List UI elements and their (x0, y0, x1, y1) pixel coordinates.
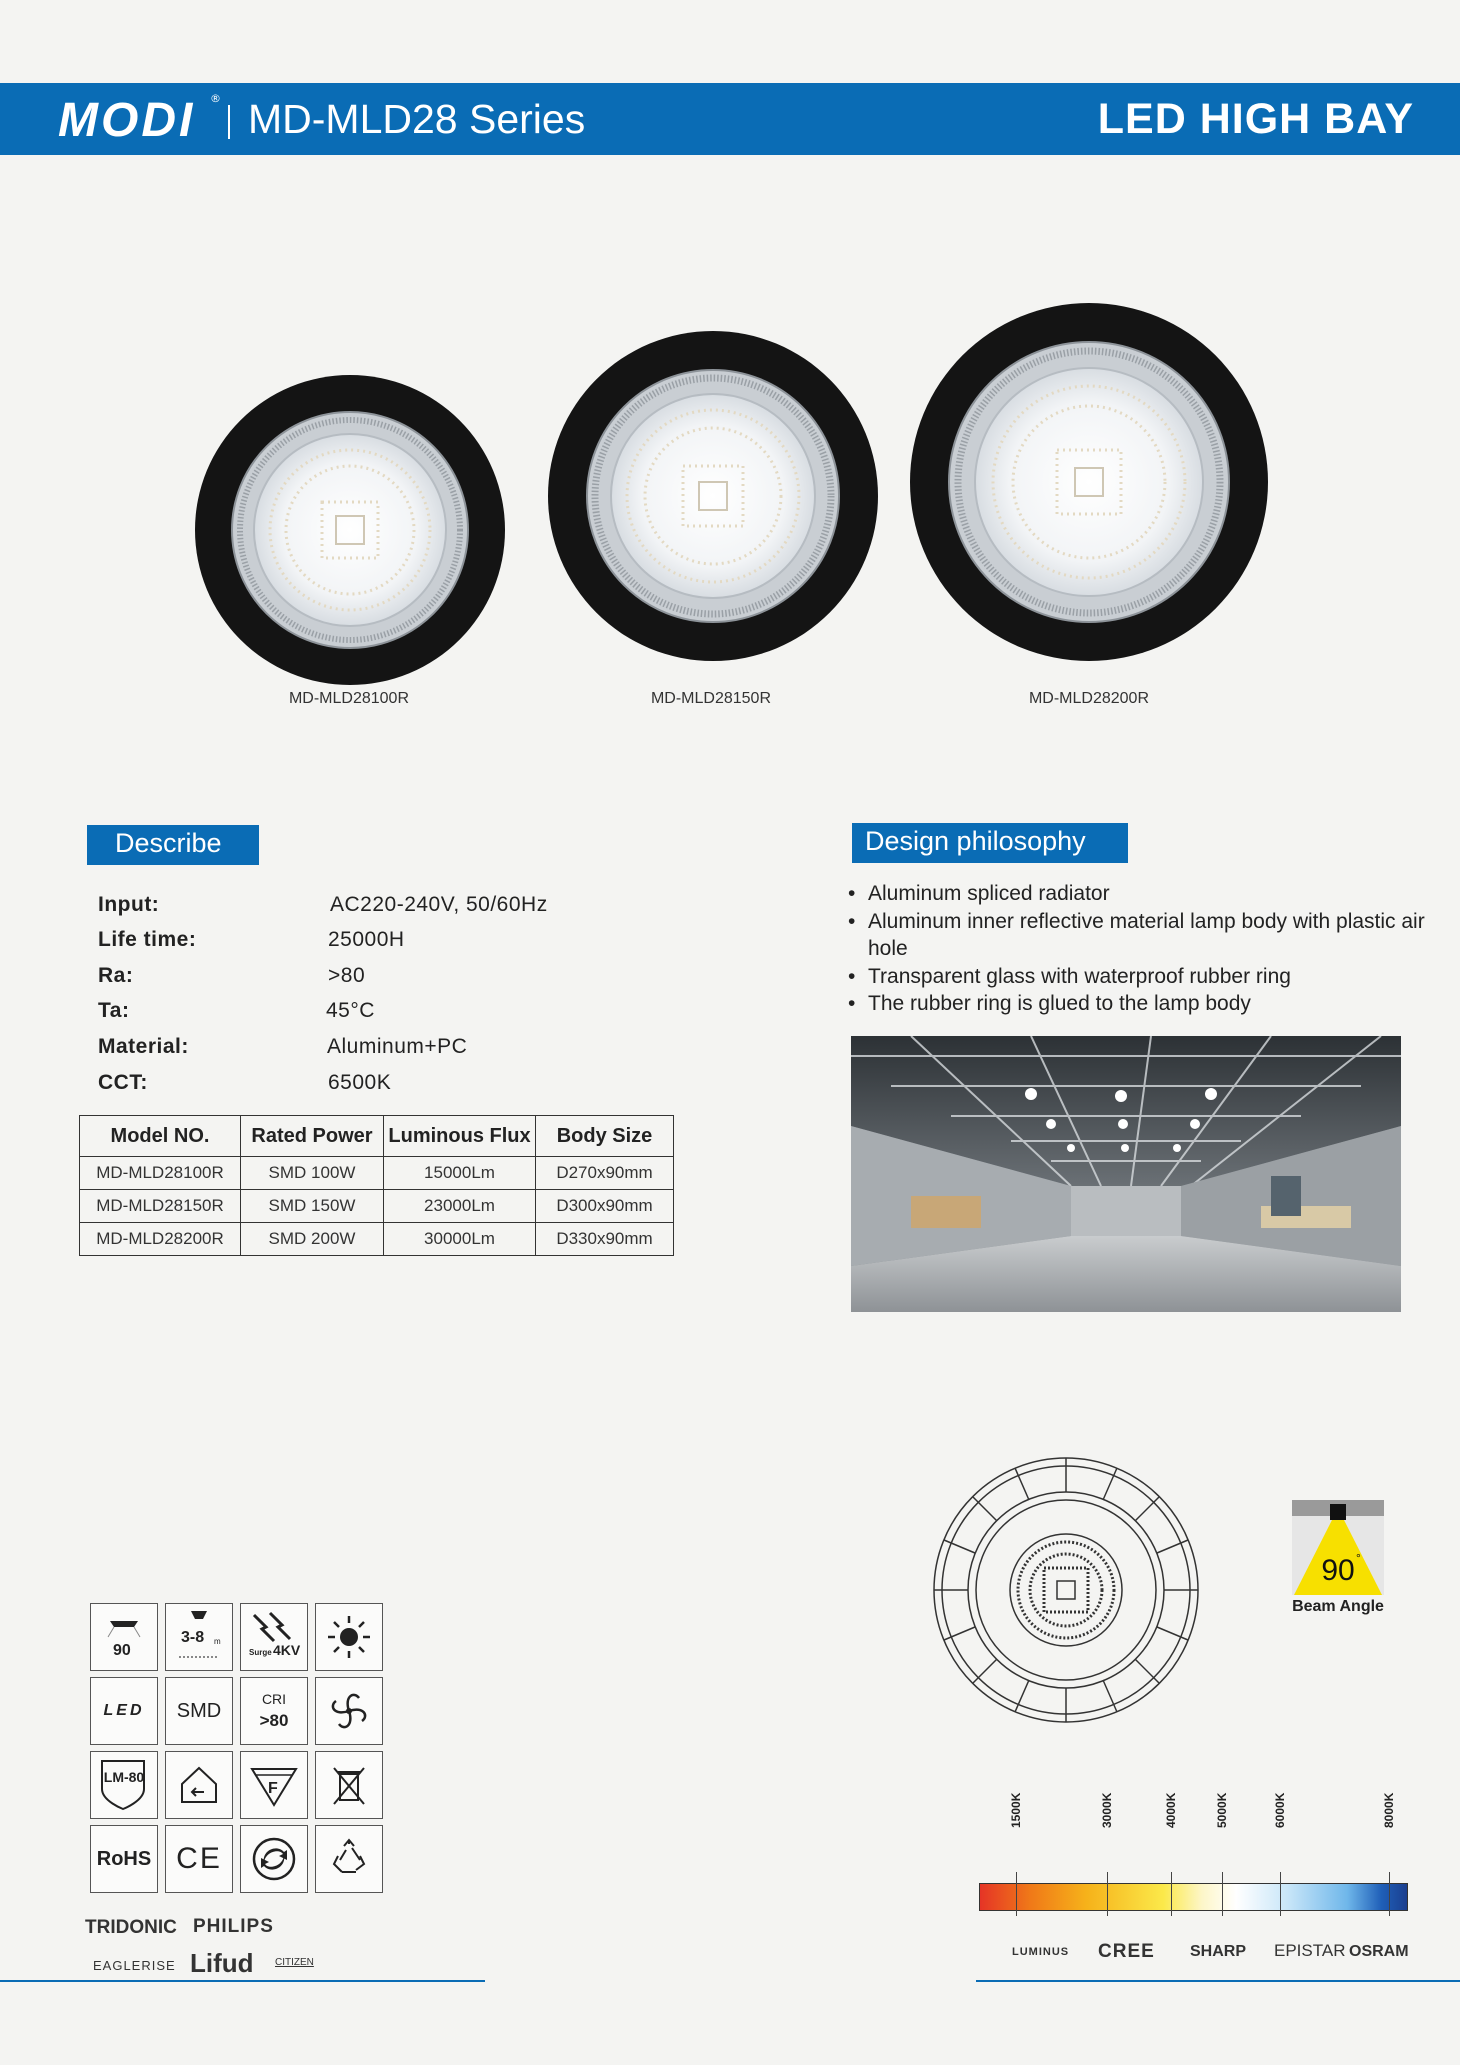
spec-label: Input: (98, 893, 160, 916)
list-item: • Transparent glass with waterproof rubber ring (848, 963, 1428, 991)
spec-value: AC220-240V, 50/60Hz (330, 893, 548, 916)
spec-label: Life time: (98, 928, 197, 951)
mounting-height-icon (165, 1603, 233, 1671)
table-cell: SMD 200W (241, 1223, 384, 1256)
cri-icon (240, 1677, 308, 1745)
cct-tick-label: 3000K (1100, 1792, 1114, 1828)
spec-row (98, 928, 658, 962)
brand-logo-tridonic: TRIDONIC (85, 1917, 177, 1938)
smd-label: SMD (176, 1699, 222, 1722)
rohs-label: RoHS (96, 1847, 152, 1870)
rohs-icon (90, 1825, 158, 1893)
cct-tick-mark (1016, 1872, 1017, 1916)
spec-row (98, 893, 658, 927)
list-item: • Aluminum spliced radiator (848, 880, 1428, 908)
column-header: Rated Power (241, 1116, 384, 1157)
lamp-image-100w (194, 374, 506, 686)
header-divider (228, 105, 230, 139)
spec-value: 25000H (328, 928, 405, 951)
brand-logo-cree: CREE (1098, 1941, 1155, 1962)
surge-value: 4KV (273, 1642, 301, 1658)
table-cell: D300x90mm (536, 1190, 674, 1223)
led-label: LED (103, 1702, 145, 1719)
energy-cycle-icon (240, 1825, 308, 1893)
beam-angle-icon (90, 1603, 158, 1671)
indoor-use-icon (165, 1751, 233, 1819)
table-row (80, 1223, 674, 1256)
recycle-icon (315, 1825, 383, 1893)
spec-label: CCT: (98, 1071, 148, 1094)
beam-angle-badge (1292, 1500, 1384, 1595)
cct-color-bar (979, 1883, 1408, 1911)
lm80-label: LM-80 (103, 1769, 145, 1785)
weee-bin-icon (315, 1751, 383, 1819)
column-header: Model NO. (80, 1116, 241, 1157)
f-mark-icon (240, 1751, 308, 1819)
column-header: Body Size (536, 1116, 674, 1157)
cct-tick-mark (1171, 1872, 1172, 1916)
cct-tick-label: 5000K (1215, 1792, 1229, 1828)
brand-logo: MODI (58, 94, 196, 147)
spec-value: 6500K (328, 1071, 392, 1094)
mounting-height-unit: m (214, 1637, 221, 1646)
warehouse-photo (851, 1036, 1401, 1312)
table-row (80, 1190, 674, 1223)
table-cell: 30000Lm (384, 1223, 536, 1256)
brand-logo-luminus: LUMINUS (1012, 1946, 1070, 1958)
lamp-image-200w (909, 302, 1269, 662)
spec-value: 45°C (326, 999, 375, 1022)
cct-tick-mark (1389, 1872, 1390, 1916)
spec-row (98, 999, 658, 1033)
spec-row (98, 964, 658, 998)
series-title: MD-MLD28 Series (248, 96, 586, 142)
ce-icon (165, 1825, 233, 1893)
lamp-caption: MD-MLD28200R (1028, 690, 1150, 707)
fan-icon (315, 1677, 383, 1745)
table-row (80, 1157, 674, 1190)
beam-angle-unit: ° (1356, 1551, 1361, 1565)
design-bullets (848, 880, 1428, 1018)
spec-row (98, 1071, 658, 1105)
led-icon (90, 1677, 158, 1745)
brand-logo-citizen: CITIZEN (275, 1957, 314, 1968)
cct-tick-mark (1222, 1872, 1223, 1916)
describe-title: Describe (87, 825, 259, 865)
lamp-top-view-drawing (929, 1456, 1203, 1724)
brand-logo-philips: PHILIPS (193, 1916, 274, 1937)
cct-tick-mark (1107, 1872, 1108, 1916)
spec-label: Ta: (98, 999, 130, 1022)
table-cell: MD-MLD28100R (80, 1157, 241, 1190)
spec-value: Aluminum+PC (327, 1035, 468, 1058)
ce-label: CE (176, 1842, 222, 1875)
lamp-image-150w (547, 330, 879, 662)
table-cell: 23000Lm (384, 1190, 536, 1223)
beam-angle-value: 90 (1321, 1554, 1355, 1587)
table-cell: SMD 150W (241, 1190, 384, 1223)
surge-protection-icon (240, 1603, 308, 1671)
brand-logo-lifud: Lifud (190, 1948, 254, 1978)
smd-icon (165, 1677, 233, 1745)
table-cell: MD-MLD28200R (80, 1223, 241, 1256)
table-cell: D270x90mm (536, 1157, 674, 1190)
svg-text:F: F (268, 1780, 278, 1797)
brand-logo-epistar: EPISTAR (1274, 1941, 1346, 1960)
brand-logo-eaglerise: EAGLERISE (93, 1958, 176, 1973)
sun-icon (315, 1603, 383, 1671)
surge-label: Surge (249, 1648, 272, 1657)
spec-value: >80 (328, 964, 366, 987)
brand-logo-osram: OSRAM (1349, 1943, 1409, 1960)
cct-tick-label: 1500K (1009, 1792, 1023, 1828)
spec-label: Material: (98, 1035, 189, 1058)
header-bar (0, 83, 1460, 155)
table-header-row (80, 1116, 674, 1157)
beam-angle-value: 90 (113, 1642, 131, 1659)
list-item: • The rubber ring is glued to the lamp body (848, 990, 1428, 1018)
cri-label: CRI (261, 1691, 287, 1707)
list-item: • Aluminum inner reflective material lamp body with plastic air hole (848, 908, 1428, 963)
spec-row (98, 1035, 658, 1069)
table-cell: D330x90mm (536, 1223, 674, 1256)
beam-angle-label: Beam Angle (1292, 1598, 1384, 1615)
cct-tick-label: 6000K (1273, 1792, 1287, 1828)
lamp-caption: MD-MLD28100R (288, 690, 410, 707)
brand-logo-sharp: SHARP (1190, 1943, 1247, 1960)
registered-mark: ® (210, 92, 221, 105)
design-title: Design philosophy (852, 823, 1128, 863)
table-cell: SMD 100W (241, 1157, 384, 1190)
table-cell: 15000Lm (384, 1157, 536, 1190)
cct-tick-label: 8000K (1382, 1792, 1396, 1828)
cct-tick-label: 4000K (1164, 1792, 1178, 1828)
lm80-icon (90, 1751, 158, 1819)
table-cell: MD-MLD28150R (80, 1190, 241, 1223)
product-category: LED HIGH BAY (1097, 95, 1414, 143)
cri-value: >80 (259, 1711, 289, 1730)
model-table (79, 1115, 674, 1256)
column-header: Luminous Flux (384, 1116, 536, 1157)
footer-line-left (0, 1980, 485, 1982)
lamp-caption: MD-MLD28150R (650, 690, 772, 707)
spec-label: Ra: (98, 964, 134, 987)
mounting-height-value: 3-8 (181, 1629, 205, 1646)
footer-line-right (976, 1980, 1460, 1982)
cct-tick-mark (1280, 1872, 1281, 1916)
